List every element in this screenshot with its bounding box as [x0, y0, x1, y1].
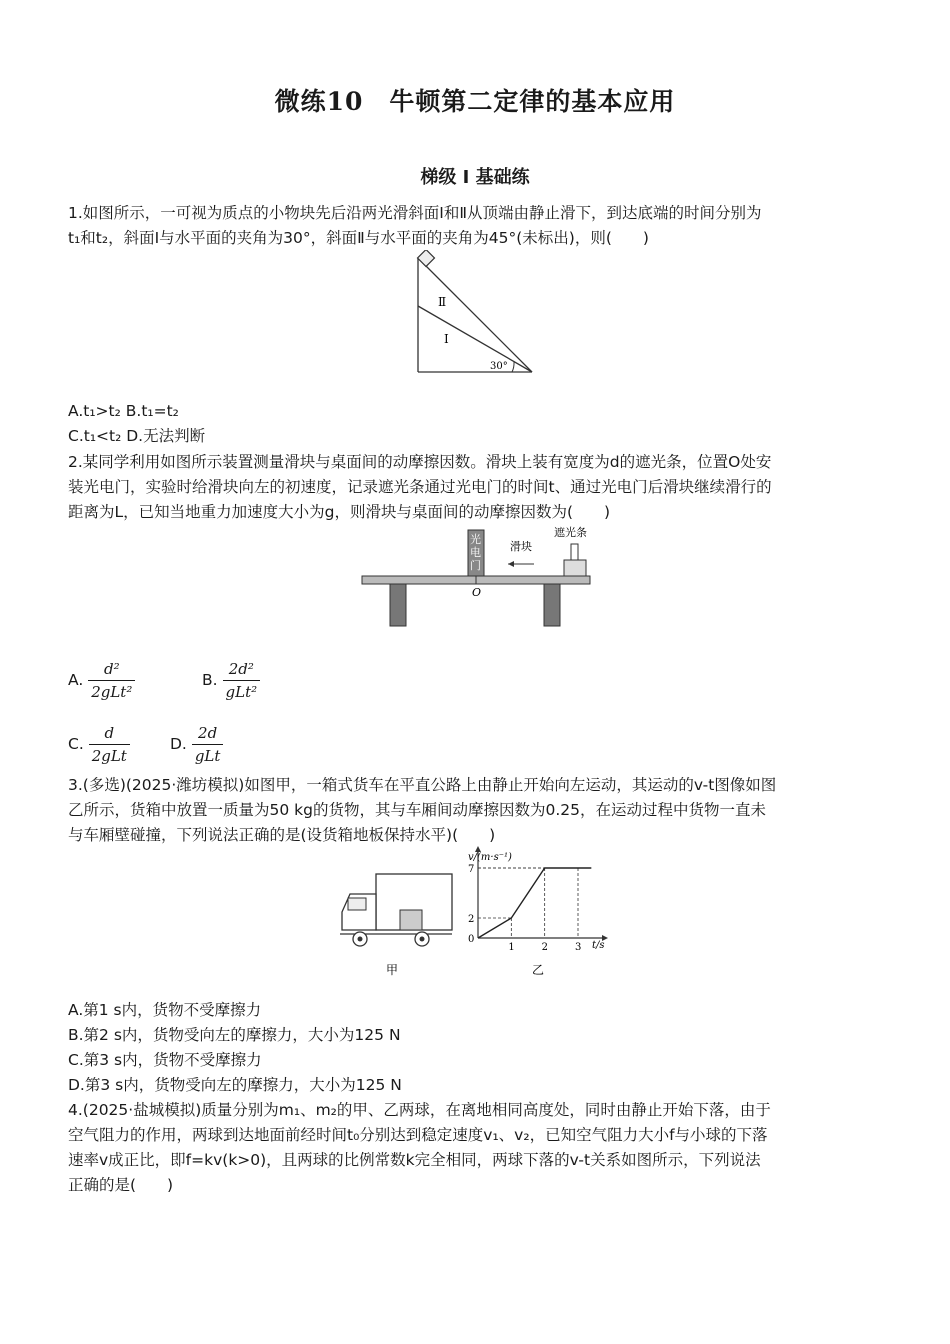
- q3-option-b: B.第2 s内，货物受向左的摩擦力，大小为125 N: [68, 1026, 401, 1044]
- q2-line3: 距离为L，已知当地重力加速度大小为g，则滑块与桌面间的动摩擦因数为( ): [68, 503, 611, 521]
- q3-option-a: A.第1 s内，货物不受摩擦力: [68, 1001, 262, 1019]
- q3-vt-chart: [458, 846, 618, 980]
- page-title: 微练10 牛顿第二定律的基本应用: [274, 87, 676, 116]
- q4-line2: 空气阻力的作用，两球到达地面前经时间t₀分别达到稳定速度v₁、v₂，已知空气阻力大小f与小球的下落: [68, 1126, 768, 1144]
- y-axis-arrow: [475, 846, 481, 852]
- q4-line3: 速率v成正比，即f=kv(k>0)，且两球的比例常数k完全相同，两球下落的v-t关系如图所示，下列说法: [68, 1151, 761, 1169]
- section-title: 梯级 Ⅰ 基础练: [420, 167, 530, 188]
- q3-line2: 乙所示，货箱中放置一质量为50 kg的货物，其与车厢间动摩擦因数为0.25，在运动过程中货物一直未: [68, 801, 766, 819]
- q2-option-a-label: A.: [68, 671, 84, 689]
- q2-option-b-numerator: 2d²: [223, 658, 261, 681]
- y-tick-label: 7: [468, 864, 475, 875]
- q1-line2: t₁和t₂，斜面Ⅰ与水平面的夹角为30°，斜面Ⅱ与水平面的夹角为45°(未标出)，则( ): [68, 229, 649, 247]
- q3-fig-jia: 甲: [386, 963, 399, 977]
- q3-truck-figure: [336, 868, 456, 980]
- q1-options-cd: C.t₁<t₂ D.无法判断: [68, 427, 206, 445]
- q2-line2: 装光电门，实验时给滑块向左的初速度，记录遮光条通过光电门的时间t、通过光电门后滑块继续滑行的: [68, 478, 772, 496]
- q2-line1: 2.某同学利用如图所示装置测量滑块与桌面间的动摩擦因数。滑块上装有宽度为d的遮光条，位置O处安: [68, 453, 772, 471]
- q3-chart-ylabel: v/(m·s⁻¹): [468, 852, 512, 863]
- q2-option-d-numerator: 2d: [192, 722, 224, 745]
- q2-option-b: [202, 658, 260, 703]
- q4-line4: 正确的是( ): [68, 1176, 174, 1194]
- q2-option-b-fraction: [223, 658, 261, 703]
- x-tick-label: 1: [508, 942, 515, 953]
- y-tick-label: 2: [468, 914, 475, 925]
- q2-option-c-denominator: 2gLt: [91, 747, 127, 765]
- q2-apparatus-figure: [358, 524, 594, 632]
- q2-option-d-fraction: [192, 722, 224, 767]
- q2-option-c: [68, 722, 130, 767]
- q1-incline-figure: [408, 250, 538, 376]
- q1-options-ab: A.t₁>t₂ B.t₁=t₂: [68, 402, 179, 420]
- q3-chart-xlabel: t/s: [592, 940, 605, 951]
- q2-option-b-denominator: gLt²: [225, 683, 258, 701]
- q3-fig-yi: 乙: [532, 963, 545, 977]
- x-axis-arrow: [602, 935, 608, 941]
- q2-option-d-denominator: gLt: [194, 747, 221, 765]
- series-line: [478, 868, 591, 938]
- q3-option-c: C.第3 s内，货物不受摩擦力: [68, 1051, 262, 1069]
- q2-option-c-fraction: [89, 722, 130, 767]
- q2-option-c-label: C.: [68, 735, 84, 753]
- q2-option-a-denominator: 2gLt²: [91, 683, 133, 701]
- q1-fig-label-2: Ⅱ: [438, 295, 447, 309]
- q2-option-a-fraction: [88, 658, 135, 703]
- q2-option-d: [170, 722, 223, 767]
- y-tick-label: 0: [468, 934, 475, 945]
- q1-fig-angle: 30°: [490, 361, 508, 372]
- q3-line1: 3.(多选)(2025·潍坊模拟)如图甲，一箱式货车在平直公路上由静止开始向左运动，其运动的v-t图像如图: [68, 776, 777, 794]
- q4-line1: 4.(2025·盐城模拟)质量分别为m₁、m₂的甲、乙两球，在离地相同高度处，同时由静止开始下落，由于: [68, 1101, 771, 1119]
- q3-line3: 与车厢壁碰撞，下列说法正确的是(设货箱地板保持水平)( ): [68, 826, 496, 844]
- q1-line1: 1.如图所示，一可视为质点的小物块先后沿两光滑斜面Ⅰ和Ⅱ从顶端由静止滑下，到达底端的时间分别为: [68, 204, 762, 222]
- q2-fig-gate-2: 电: [470, 546, 481, 559]
- q2-option-b-label: B.: [202, 671, 218, 689]
- q3-option-d: D.第3 s内，货物受向左的摩擦力，大小为125 N: [68, 1076, 402, 1094]
- x-tick-label: 3: [575, 942, 582, 953]
- q2-fig-gate-1: 光: [470, 533, 481, 546]
- q2-option-a: [68, 658, 135, 703]
- q2-option-d-label: D.: [170, 735, 187, 753]
- x-tick-label: 2: [541, 942, 549, 953]
- q2-fig-slider: 滑块: [510, 540, 532, 553]
- q2-option-c-numerator: d: [89, 722, 130, 745]
- q2-fig-o: O: [472, 586, 482, 599]
- q2-fig-gate-3: 门: [470, 559, 481, 572]
- q2-option-a-numerator: d²: [88, 658, 135, 681]
- q1-fig-label-1: Ⅰ: [444, 332, 449, 346]
- q2-fig-strip: 遮光条: [554, 526, 587, 539]
